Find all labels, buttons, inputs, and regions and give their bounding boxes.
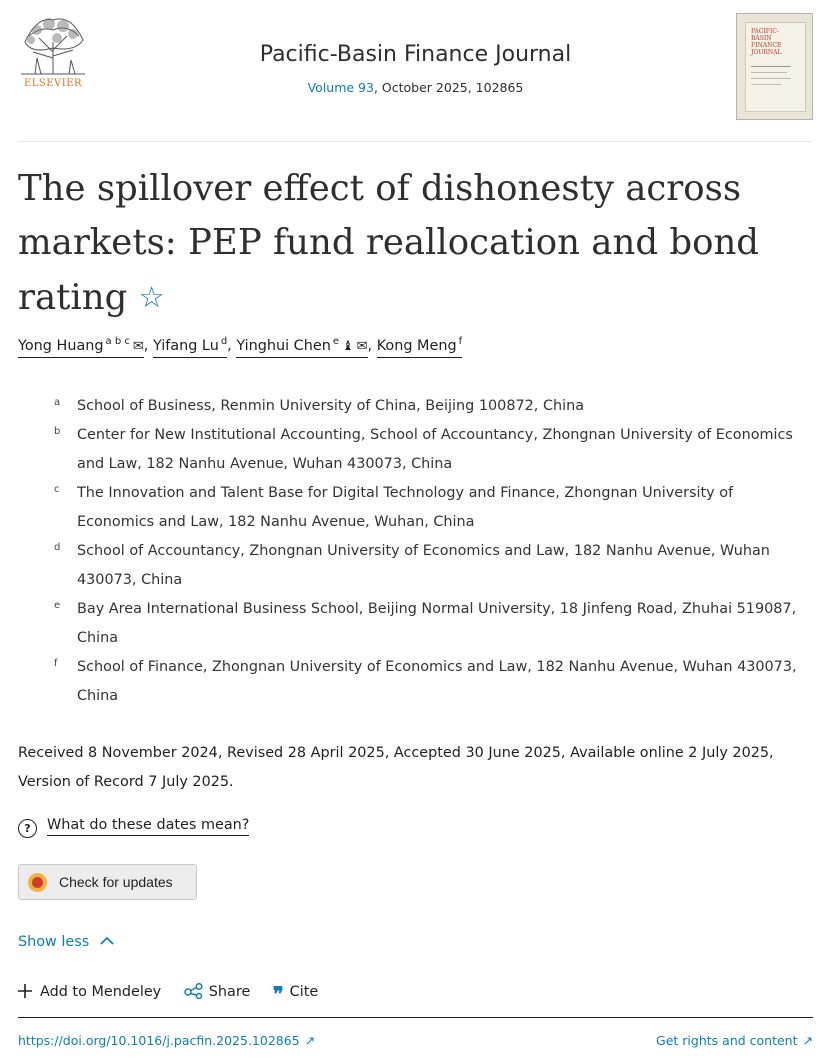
cite-label: Cite bbox=[289, 984, 319, 1000]
article-title-text: The spillover effect of dishonesty across markets: PEP fund reallocation and bond rating bbox=[18, 168, 760, 318]
chevron-up-icon bbox=[100, 936, 114, 946]
publisher-name: ELSEVIER bbox=[23, 78, 83, 89]
cover-line: JOURNAL bbox=[751, 49, 782, 56]
plus-icon bbox=[18, 984, 32, 998]
affiliation-text: School of Finance, Zhongnan University of Economics and Law, 182 Nanhu Avenue, Wuhan 430073, China bbox=[77, 659, 797, 704]
dates-help-link[interactable]: What do these dates mean? bbox=[47, 817, 249, 836]
volume-link[interactable]: Volume 93 bbox=[307, 80, 374, 95]
author-affiliation-refs: a b c bbox=[105, 336, 130, 347]
author-affiliation-refs: e bbox=[332, 336, 339, 347]
add-to-mendeley-label: Add to Mendeley bbox=[40, 984, 162, 1000]
share-button[interactable] bbox=[184, 984, 255, 1000]
show-less-label: Show less bbox=[18, 934, 90, 950]
author-name: Kong Meng bbox=[376, 337, 457, 354]
journal-title[interactable]: Pacific-Basin Finance Journal bbox=[259, 42, 572, 67]
cite-button[interactable] bbox=[272, 982, 319, 1006]
share-label: Share bbox=[208, 984, 251, 1000]
author-link[interactable] bbox=[377, 338, 462, 358]
cover-line: PACIFIC- bbox=[751, 28, 779, 35]
journal-cover-thumbnail[interactable] bbox=[736, 13, 813, 120]
affiliation-text: Bay Area International Business School, Beijing Normal University, 18 Jinfeng Road, Zhuhai 519087, China bbox=[77, 601, 797, 646]
article-dates: Received 8 November 2024, Revised 28 April 2025, Accepted 30 June 2025, Available online 2 July 2025, Version of Record 7 July 2025. bbox=[18, 745, 774, 790]
email-icon[interactable]: ✉ bbox=[132, 338, 144, 354]
cover-line: FINANCE bbox=[751, 42, 782, 49]
affiliation-label: c bbox=[54, 484, 60, 495]
affiliation-text: School of Accountancy, Zhongnan University of Economics and Law, 182 Nanhu Avenue, Wuhan 430073, China bbox=[77, 543, 770, 588]
external-link-icon: ↗ bbox=[304, 1033, 316, 1048]
add-to-mendeley-button[interactable] bbox=[18, 984, 166, 1000]
rights-text: Get rights and content bbox=[656, 1033, 798, 1048]
issue-details: , October 2025, 102865 bbox=[373, 80, 524, 95]
doi-text: https://doi.org/10.1016/j.pacfin.2025.102865 bbox=[18, 1033, 300, 1048]
affiliation-text: School of Business, Renmin University of China, Beijing 100872, China bbox=[77, 398, 585, 414]
question-icon: ? bbox=[18, 819, 37, 838]
show-less-toggle[interactable] bbox=[18, 934, 114, 950]
author-affiliation-refs: f bbox=[458, 336, 463, 347]
affiliation-label: f bbox=[54, 658, 58, 669]
quote-icon: ❞ bbox=[272, 982, 284, 1006]
rights-link[interactable] bbox=[656, 1033, 813, 1048]
star-icon[interactable]: ☆ bbox=[138, 280, 165, 314]
share-icon bbox=[184, 983, 204, 999]
article-actions bbox=[18, 982, 318, 1006]
check-for-updates-label: Check for updates bbox=[59, 874, 173, 890]
affiliation-label: d bbox=[54, 542, 61, 553]
affiliation-text: The Innovation and Talent Base for Digital Technology and Finance, Zhongnan University of Economics and Law, 182 Nanhu Avenue, Wuhan, China bbox=[77, 485, 734, 530]
doi-link[interactable] bbox=[18, 1033, 315, 1048]
check-for-updates-button[interactable] bbox=[18, 864, 197, 900]
affiliation-label: b bbox=[54, 426, 61, 437]
affiliation bbox=[54, 653, 814, 711]
affiliation bbox=[54, 479, 814, 537]
affiliation-label: a bbox=[54, 397, 61, 408]
cover-line: BASIN bbox=[751, 35, 772, 42]
crossmark-icon bbox=[28, 873, 47, 892]
dates-help[interactable] bbox=[18, 817, 249, 838]
author-name: Yifang Lu bbox=[152, 337, 219, 354]
author-list: Yong Huang $^{a b c}$ ✉, Yifang Lu $^d$, Yinghui Chen $^e$ ♝ ✉, Kong Meng $^f$ bbox=[18, 336, 462, 354]
email-icon[interactable]: ✉ bbox=[356, 338, 368, 354]
author-link[interactable] bbox=[236, 338, 367, 358]
author-link[interactable] bbox=[153, 338, 227, 358]
volume-line bbox=[0, 80, 831, 95]
person-icon[interactable]: ♝ bbox=[341, 338, 354, 354]
affiliation-label: e bbox=[54, 600, 61, 611]
header-divider bbox=[18, 141, 813, 142]
actions-divider bbox=[18, 1017, 813, 1018]
affiliation bbox=[54, 421, 814, 479]
article-title bbox=[18, 162, 808, 325]
affiliation bbox=[54, 537, 814, 595]
affiliation bbox=[54, 595, 814, 653]
external-link-icon: ↗ bbox=[802, 1033, 813, 1048]
author-link[interactable] bbox=[18, 338, 144, 358]
author-name: Yong Huang bbox=[18, 337, 104, 354]
author-affiliation-refs: d bbox=[220, 336, 228, 347]
affiliation-text: Center for New Institutional Accounting, School of Accountancy, Zhongnan University of Economics and Law, 182 Nanhu Avenue, Wuhan 430073, China bbox=[77, 427, 793, 472]
author-name: Yinghui Chen bbox=[236, 337, 331, 354]
affiliation bbox=[54, 392, 814, 421]
